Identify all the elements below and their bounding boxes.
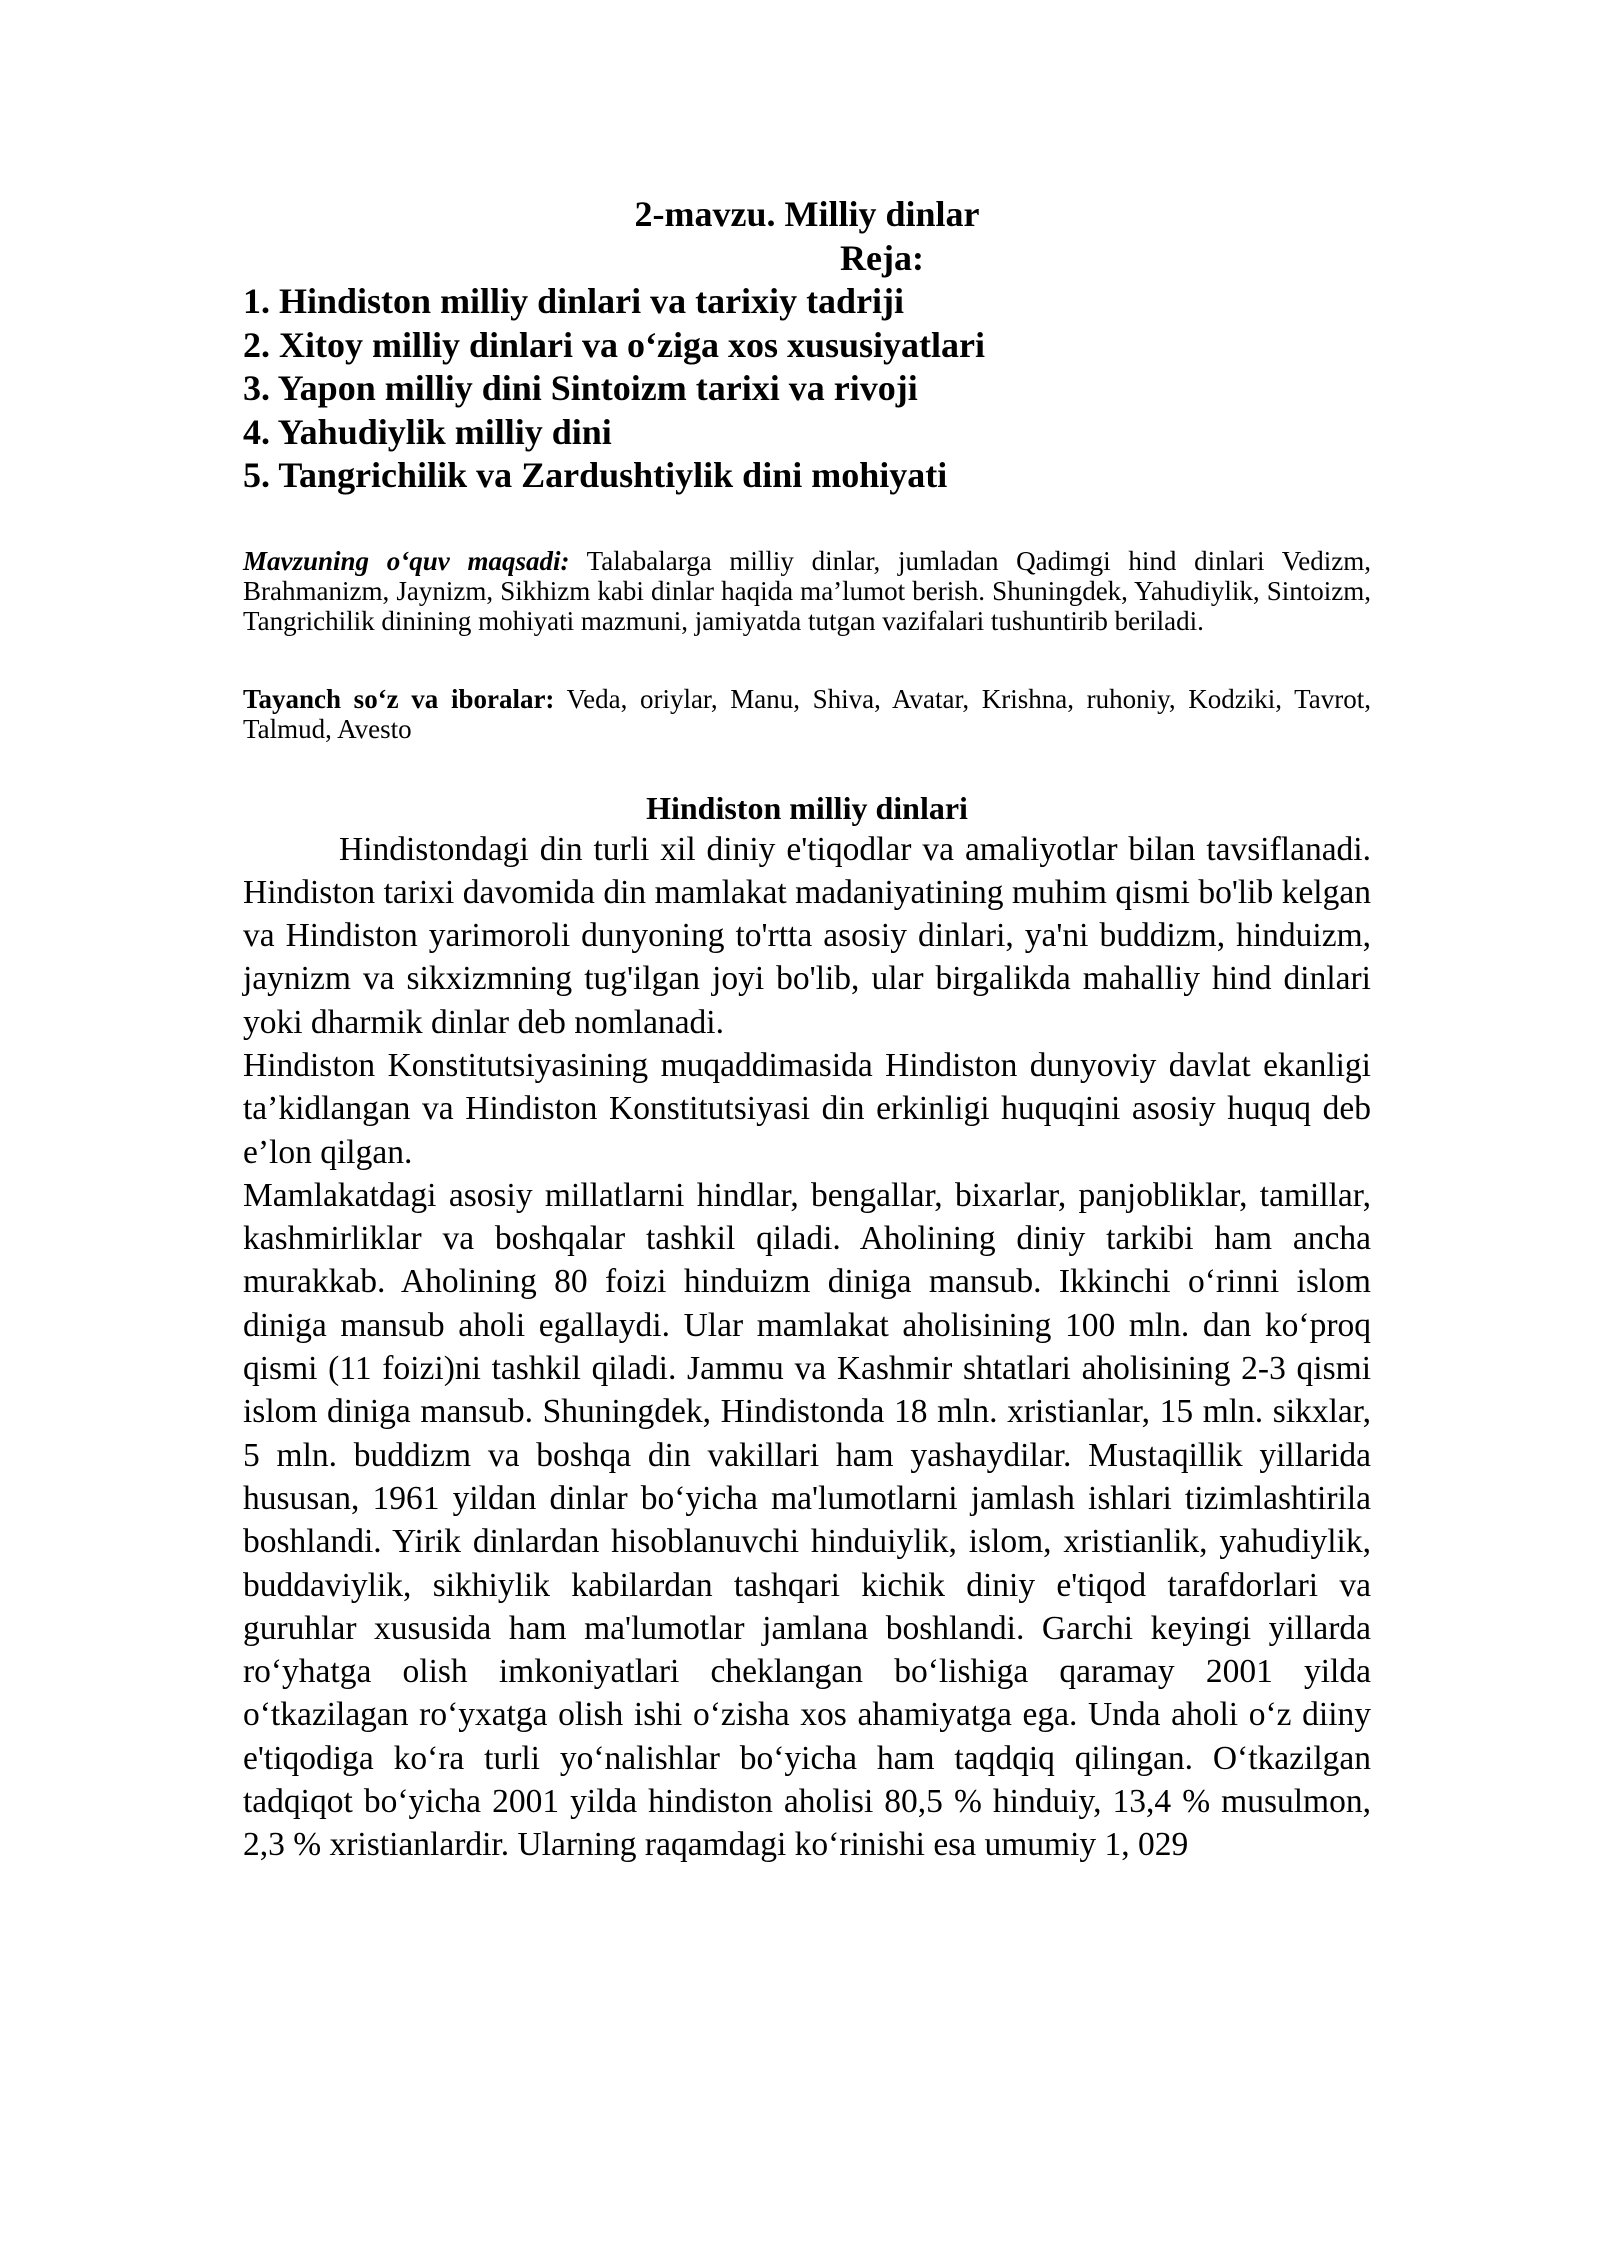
- learning-goal: [243, 546, 1371, 636]
- keywords: [243, 684, 1371, 744]
- section-title: Hindiston milliy dinlari: [646, 789, 968, 826]
- keywords-label: Tayanch so‘z va iboralar:: [243, 683, 555, 714]
- keywords-text: Veda, oriylar, Manu, Shiva, Avatar, Krishna, ruhoniy, Kodziki, Tavrot, Talmud, Avesto: [243, 683, 1371, 744]
- plan-list: [243, 280, 1371, 498]
- learning-goal-label: Mavzuning o‘quv maqsadi:: [243, 545, 570, 576]
- plan-item: 1. Hindiston milliy dinlari va tarixiy tadriji: [243, 281, 905, 321]
- document-page: [243, 192, 1371, 1867]
- plan-item: 2. Xitoy milliy dinlari va o‘ziga xos xususiyatlari: [243, 324, 986, 365]
- plan-item: 5. Tangrichilik va Zardushtiylik dini mohiyati: [243, 455, 948, 495]
- plan-item: 3. Yapon milliy dini Sintoizm tarixi va rivoji: [243, 368, 918, 408]
- plan-item: 4. Yahudiylik milliy dini: [243, 411, 612, 452]
- body-paragraph: Hindiston Konstitutsiyasining muqaddimasida Hindiston dunyoviy davlat ekanligi ta’kidlangan va Hindiston Konstitutsiyasi din erkinligi huquqini asosiy huquq deb e’lon qilgan.: [243, 1046, 1371, 1171]
- learning-goal-text: Talabalarga milliy dinlar, jumladan Qadimgi hind dinlari Vedizm, Brahmanizm, Jaynizm, Sikhizm kabi dinlar haqida ma’lumot berish. Shuningdek, Yahudiylik, Sintoizm, Tangrichilik dinining mohiyati mazmuni, jamiyatda tutgan vazifalari tushuntirib beriladi.: [243, 545, 1371, 636]
- body-paragraph: Mamlakatdagi asosiy millatlarni hindlar, bengallar, bixarlar, panjobliklar, tamillar, kashmirliklar va boshqalar tashkil qiladi. Aholining diniy tarkibi ham ancha murakkab. Aholining 80 foizi hinduizm diniga mansub. Ikkinchi o‘rinni islom diniga mansub aholi egallaydi. Ular mamlakat aholisining 100 mln. dan ko‘proq qismi (11 foizi)ni tashkil qiladi. Jammu va Kashmir shtatlari aholisining 2-3 qismi islom diniga mansub. Shuningdek, Hindistonda 18 mln. xristianlar, 15 mln. sikxlar, 5 mln. buddizm va boshqa din vakillari ham yashaydilar. Mustaqillik yillarida hususan, 1961 yildan dinlar bo‘yicha ma'lumotlarni jamlash ishlari tizimlashtirila boshlandi. Yirik dinlardan hisoblanuvchi hinduiylik, islom, xristianlik, yahudiylik, buddaviylik, sikhiylik kabilardan tashqari kichik diniy e'tiqod tarafdorlari va guruhlar xususida ham ma'lumotlar jamlana boshlandi. Garchi keyingi yillarda ro‘yhatga olish imkoniyatlari cheklangan bo‘lishiga qaramay 2001 yilda o‘tkazilagan ro‘yxatga olish ishi o‘zisha xos ahamiyatga ega. Unda aholi o‘z diiny e'tiqodiga ko‘ra turli yo‘nalishlar bo‘yicha ham taqdqiq qilingan. O‘tkazilgan tadqiqot bo‘yicha 2001 yilda hindiston aholisi 80,5 % hinduiy, 13,4 % musulmon, 2,3 % xristianlardir. Ularning raqamdagi ko‘rinishi esa umumiy 1, 029: [243, 1176, 1371, 1864]
- plan-heading: Reja:: [840, 238, 924, 278]
- body-paragraph: Hindistondagi din turli xil diniy e'tiqodlar va amaliyotlar bilan tavsiflanadi. Hindiston tarixi davomida din mamlakat madaniyatining muhim qismi bo'lib kelgan va Hindiston yarimoroli dunyoning to'rtta asosiy dinlari, ya'ni buddizm, hinduizm, jaynizm va sikxizmning tug'ilgan joyi bo'lib, ular birgalikda mahalliy hind dinlari yoki dharmik dinlar deb nomlanadi.: [243, 830, 1371, 1041]
- page-title: 2-mavzu. Milliy dinlar: [634, 194, 980, 234]
